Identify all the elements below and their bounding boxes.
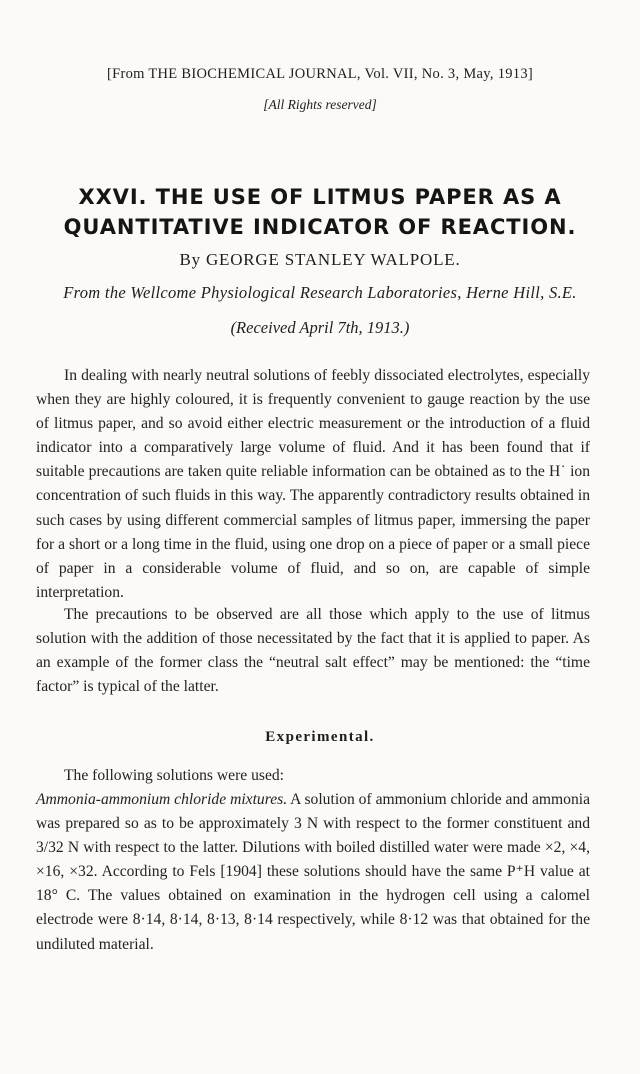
received-date: (Received April 7th, 1913.) xyxy=(230,318,410,337)
affiliation-line: From the Wellcome Physiological Research Laboratories, Herne Hill, S.E. xyxy=(63,283,577,302)
paragraph-3: The following solutions were used: xyxy=(64,767,285,784)
article-title: XXVI. THE USE OF LITMUS PAPER AS A QUANTITATIVE INDICATOR OF REACTION. xyxy=(63,185,577,239)
rights-notice: [All Rights reserved] xyxy=(263,97,377,112)
paragraph-4 xyxy=(36,788,590,957)
paragraph-4-lead: Ammonia-ammonium chloride mixtures. xyxy=(36,791,288,808)
source-citation: [From THE BIOCHEMICAL JOURNAL, Vol. VII, No. 3, May, 1913] xyxy=(106,66,534,82)
author-line: By GEORGE STANLEY WALPOLE. xyxy=(179,250,461,269)
paragraph-1: In dealing with nearly neutral solutions of feebly dissociated electrolytes, especially when they are highly coloured, it is frequently convenient to gauge reaction by the use of litmus paper, and so avoid either electric measurement or the introduction of a fluid indicator into a comparatively large volume of fluid. And it has been found that if suitable precautions are taken quite reliable information can be obtained as to the H˙ ion concentration of such fluids in this way. The apparently contradictory results obtained in such cases by using different commercial samples of litmus paper, immersing the paper for a short or a long time in the fluid, using one drop on a piece of paper or a small piece of paper in a considerable volume of fluid, and so on, are capable of simple interpretation. xyxy=(36,367,590,601)
paragraph-2: The precautions to be observed are all those which apply to the use of litmus solution with the addition of those necessitated by the fact that it is applied to paper. As an example of the former class the “neutral salt effect” may be mentioned: the “time factor” is typical of the latter. xyxy=(36,606,590,696)
paragraph-4-rest: A solution of ammonium chloride and ammonia was prepared so as to be approximately 3 N with respect to the former constituent and 3/32 N with respect to the latter. Dilutions with boiled distilled water were made ×2, ×4, ×16, ×32. According to Fels [1904] these solutions should have the same P⁺H value at 18° C. The values obtained on examination in the hydrogen cell using a calomel electrode were 8·14, 8·14, 8·13, 8·14 respectively, while 8·12 was that obtained for the undiluted material. xyxy=(36,791,590,953)
section-heading-experimental: Experimental. xyxy=(265,729,375,745)
